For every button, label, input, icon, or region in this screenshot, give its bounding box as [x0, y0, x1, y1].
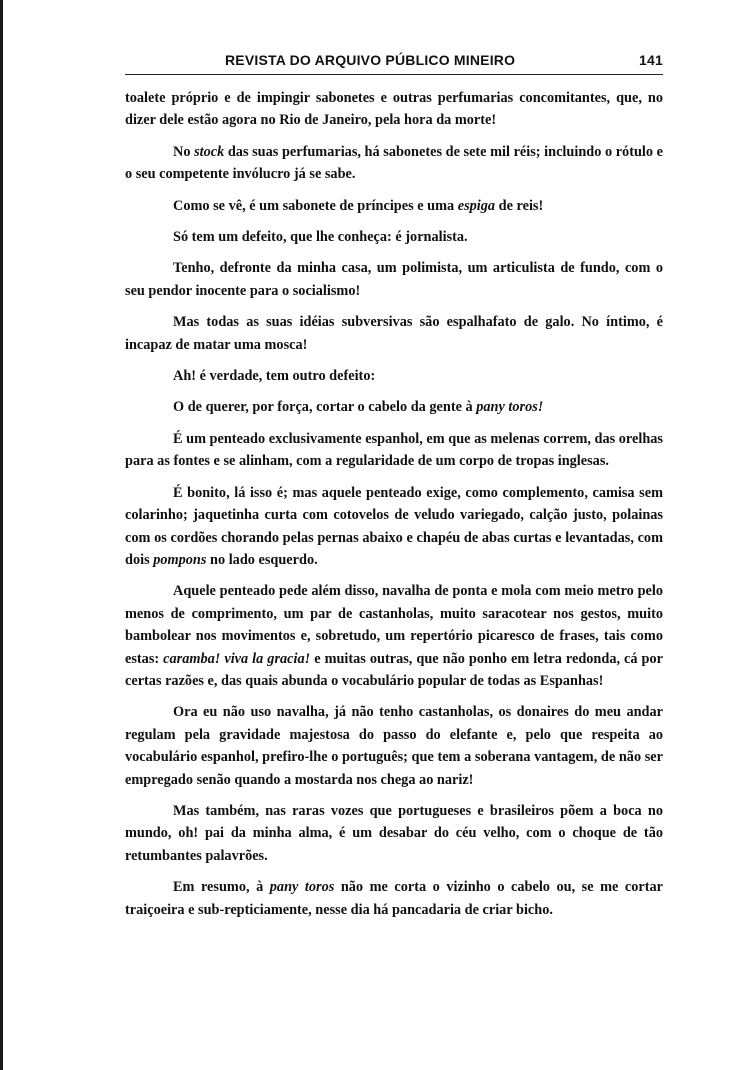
italic-phrase: espiga [457, 197, 496, 214]
italic-phrase: caramba! viva la gracia! [163, 650, 311, 667]
text-run: toalete próprio e de impingir sabonetes e outras perfumarias concomitantes, que, no dizer dele estão agora no Rio de Janeiro, pela hora da morte! [125, 90, 663, 129]
paragraph [125, 87, 663, 132]
paragraph [125, 482, 663, 572]
scan-edge [0, 0, 3, 1070]
text-run: Ora eu não uso navalha, já não tenho castanholas, os donaires do meu andar regulam pela gravidade majestosa do passo do elefante e, pelo que respeita ao vocabulário espanhol, prefiro-lhe o português; que tem a soberana vantagem, de não ser empregado senão quando a mostarda nos chega ao nariz! [125, 704, 663, 788]
text-run: O de querer, por força, cortar o cabelo da gente à [173, 399, 477, 416]
text-run: e muitas outras, que não ponho em letra redonda, cá por certas razões e, das quais abunda o vocabulário popular de todas as Espanhas! [125, 650, 664, 689]
page-number: 141 [639, 52, 663, 68]
text-run: É um penteado exclusivamente espanhol, em que as melenas correm, das orelhas para as fontes e se alinham, com a regularidade de um corpo de tropas inglesas. [125, 430, 663, 470]
text-run: No [173, 143, 195, 160]
paragraph [125, 226, 663, 248]
text-run: das suas perfumarias, há sabonetes de sete mil réis; incluindo o rótulo e o seu competente invólucro já se sabe. [125, 143, 663, 183]
paragraph [125, 141, 663, 186]
paragraph [125, 311, 663, 356]
paragraph [125, 800, 663, 867]
paragraph [125, 701, 663, 791]
paragraph [125, 876, 663, 921]
italic-phrase: pany toros [269, 879, 335, 896]
paragraph [125, 195, 663, 217]
header-rule [125, 74, 663, 75]
text-run: Mas todas as suas idéias subversivas são espalhafato de galo. No íntimo, é incapaz de matar uma mosca! [125, 314, 663, 353]
paragraph [125, 580, 663, 692]
text-run: Só tem um defeito, que lhe conheça: é jornalista. [173, 229, 468, 246]
italic-phrase: stock [194, 143, 225, 160]
journal-title: REVISTA DO ARQUIVO PÚBLICO MINEIRO [225, 52, 516, 68]
text-run: de reis! [495, 197, 544, 214]
paragraph [125, 428, 663, 473]
text-run: É bonito, lá isso é; mas aquele penteado exige, como complemento, camisa sem colarinho; jaquetinha curta com cotovelos de veludo variegado, calção justo, polainas com os cordões chorando pelas pernas abaixo e chapéu de abas curtas e levantadas, com dois [125, 484, 663, 568]
text-run: Ah! é verdade, tem outro defeito: [173, 368, 376, 385]
text-run: no lado esquerdo. [206, 551, 318, 568]
running-header [125, 52, 663, 74]
paragraph [125, 396, 663, 418]
text-run: Aquele penteado pede além disso, navalha de ponta e mola com meio metro pelo menos de comprimento, um par de castanholas, muito saracotear nos gestos, muito bambolear nos movimentos e, sobretudo, um repertório picaresco de frases, tais como estas: [125, 583, 663, 667]
article-body [125, 87, 663, 921]
book-page [125, 52, 663, 930]
italic-phrase: pany toros! [476, 399, 544, 416]
text-run: Tenho, defronte da minha casa, um polimista, um articulista de fundo, com o seu pendor inocente para o socialismo! [125, 260, 663, 299]
text-run: Como se vê, é um sabonete de príncipes e uma [173, 197, 458, 214]
text-run: Mas também, nas raras vozes que portugueses e brasileiros põem a boca no mundo, oh! pai da minha alma, é um desabar do céu velho, com o choque de tão retumbantes palavrões. [125, 802, 663, 864]
text-run: Em resumo, à [173, 879, 270, 896]
text-run: não me corta o vizinho o cabelo ou, se me cortar traiçoeira e sub-repticiamente, nesse dia há pancadaria de criar bicho. [125, 879, 663, 918]
italic-phrase: pompons [153, 551, 207, 568]
paragraph [125, 365, 663, 387]
paragraph [125, 257, 663, 302]
